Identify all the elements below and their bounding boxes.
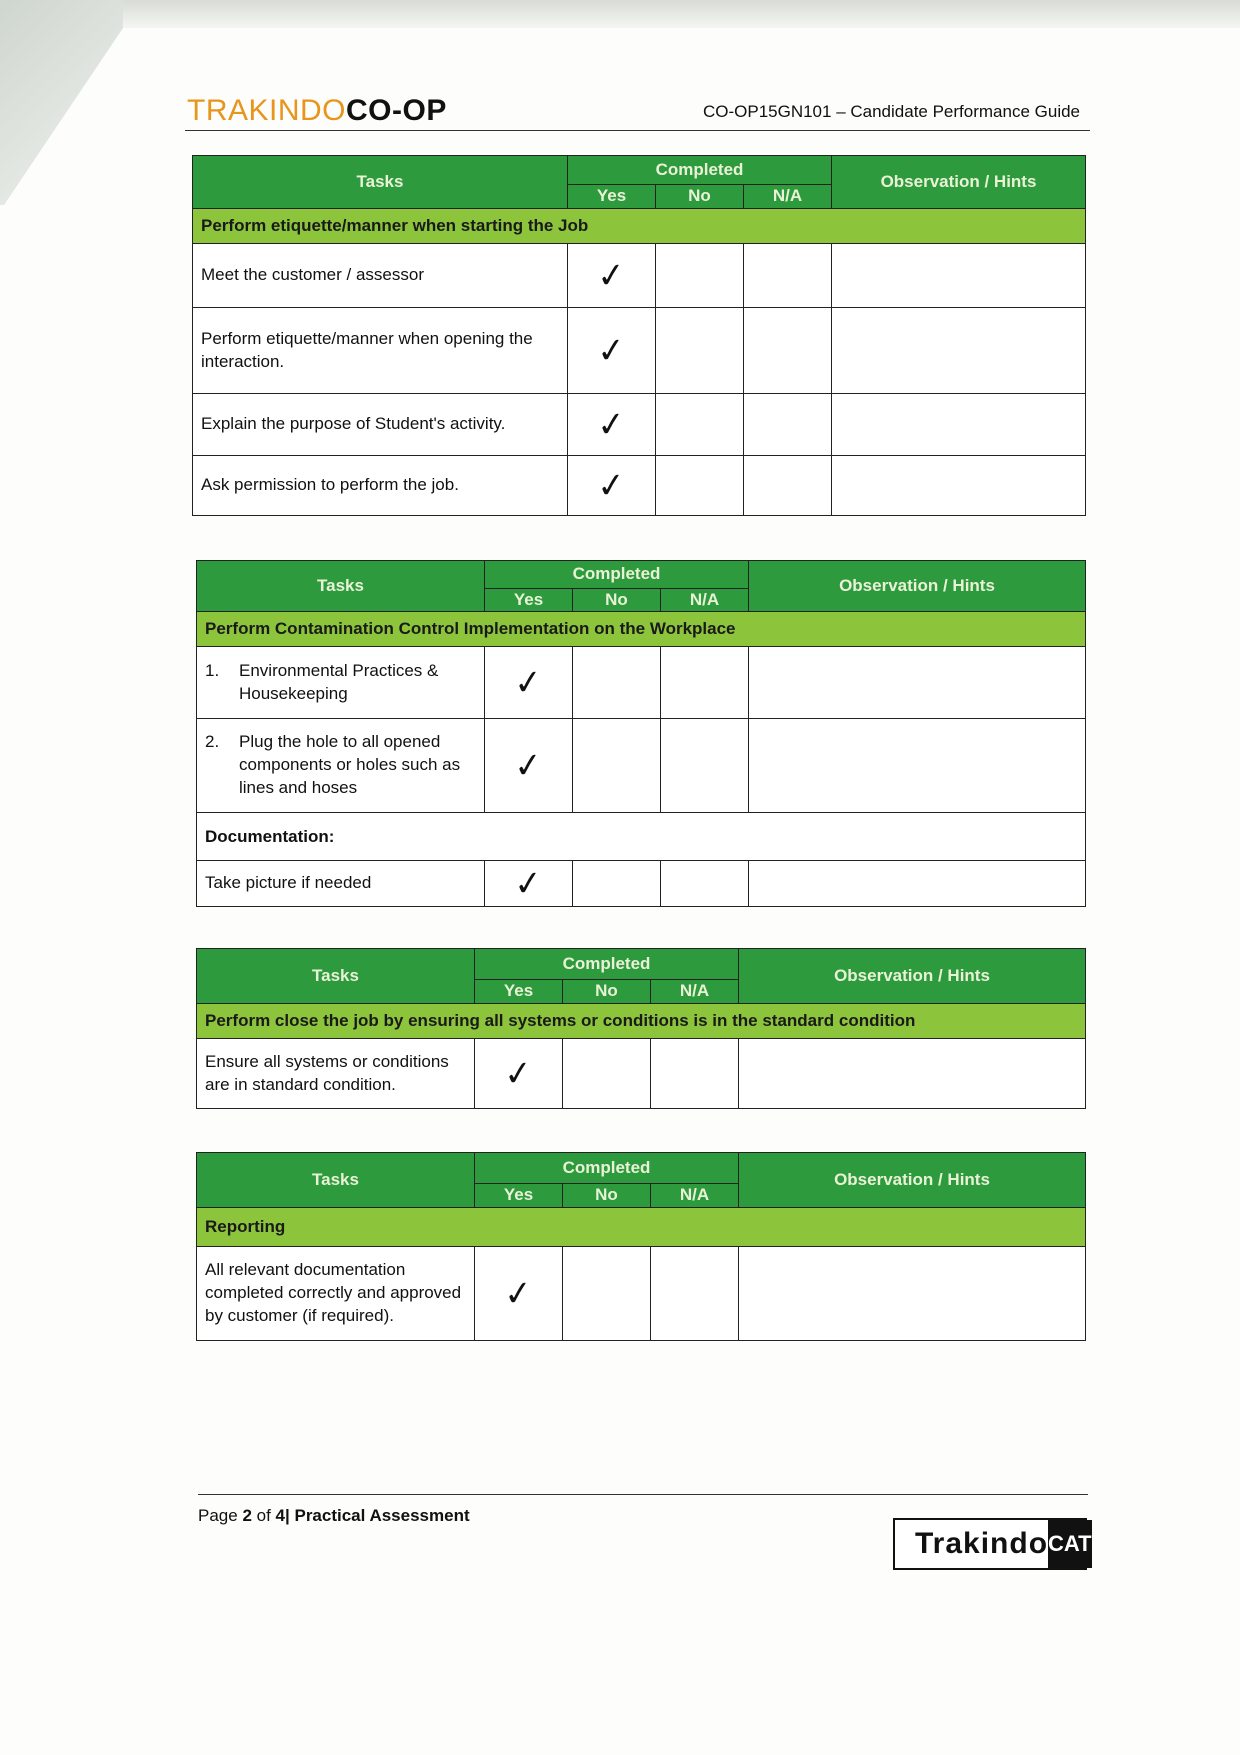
- observation-field[interactable]: [832, 244, 1086, 308]
- completed-header: Completed: [475, 949, 739, 980]
- no-header: No: [563, 1183, 651, 1207]
- no-checkbox[interactable]: [656, 394, 744, 456]
- na-header: N/A: [744, 184, 832, 208]
- check-mark-icon: ✓: [595, 254, 628, 297]
- task-text: Ask permission to perform the job.: [193, 456, 568, 516]
- assessment-table-close-job: [196, 948, 1086, 1109]
- logo-brand-text: TRAKINDO: [187, 94, 347, 127]
- check-mark-icon: ✓: [512, 744, 545, 787]
- no-checkbox[interactable]: [563, 1247, 651, 1341]
- check-mark-icon: ✓: [595, 329, 628, 372]
- check-mark-icon: ✓: [502, 1272, 535, 1315]
- page-footer-label: [198, 1506, 470, 1526]
- table-row: [193, 244, 1086, 308]
- no-checkbox[interactable]: [573, 861, 661, 907]
- observation-field[interactable]: [749, 647, 1086, 719]
- yes-checkbox[interactable]: [485, 861, 573, 907]
- observation-field[interactable]: [749, 719, 1086, 813]
- check-mark-icon: ✓: [512, 661, 545, 704]
- yes-checkbox[interactable]: [485, 719, 573, 813]
- documentation-subsection-label: Documentation:: [197, 813, 1086, 861]
- no-header: No: [573, 588, 661, 611]
- task-text: [197, 647, 485, 719]
- page-prefix: Page: [198, 1506, 243, 1525]
- yes-checkbox[interactable]: [568, 244, 656, 308]
- footer-divider: [198, 1494, 1088, 1495]
- cat-badge-icon: CAT: [1048, 1520, 1092, 1568]
- observation-header: Observation / Hints: [749, 561, 1086, 612]
- no-header: No: [656, 184, 744, 208]
- folded-page-corner: [0, 0, 130, 210]
- table-row: [197, 861, 1086, 907]
- page-current: 2: [242, 1506, 252, 1525]
- completed-header: Completed: [568, 156, 832, 185]
- na-header: N/A: [651, 1183, 739, 1207]
- table-row: [193, 308, 1086, 394]
- observation-field[interactable]: [832, 308, 1086, 394]
- na-checkbox[interactable]: [661, 861, 749, 907]
- assessment-table-reporting: [196, 1152, 1086, 1341]
- assessment-table-etiquette: [192, 155, 1086, 516]
- scan-background-edge: [123, 0, 1240, 28]
- yes-checkbox[interactable]: [475, 1247, 563, 1341]
- task-text: All relevant documentation completed correctly and approved by customer (if required).: [197, 1247, 475, 1341]
- page-of: of: [251, 1506, 276, 1525]
- yes-checkbox[interactable]: [485, 647, 573, 719]
- task-text: Take picture if needed: [197, 861, 485, 907]
- na-checkbox[interactable]: [744, 308, 832, 394]
- yes-checkbox[interactable]: [475, 1039, 563, 1109]
- check-mark-icon: ✓: [502, 1052, 535, 1095]
- observation-field[interactable]: [832, 456, 1086, 516]
- table-row: [193, 456, 1086, 516]
- yes-checkbox[interactable]: [568, 308, 656, 394]
- item-number: 2.: [205, 732, 220, 752]
- section-title: Perform etiquette/manner when starting the Job: [193, 209, 1086, 244]
- document-code-title: CO-OP15GN101 – Candidate Performance Guide: [702, 102, 1080, 121]
- na-header: N/A: [651, 979, 739, 1003]
- task-text: Perform etiquette/manner when opening the interaction.: [193, 308, 568, 394]
- completed-header: Completed: [475, 1153, 739, 1184]
- trakindo-wordmark: Trakindo: [915, 1527, 1049, 1560]
- tasks-header: Tasks: [197, 1153, 475, 1208]
- no-checkbox[interactable]: [573, 719, 661, 813]
- observation-header: Observation / Hints: [739, 1153, 1086, 1208]
- table-row: [197, 719, 1086, 813]
- na-checkbox[interactable]: [661, 647, 749, 719]
- no-header: No: [563, 979, 651, 1003]
- task-text: [197, 719, 485, 813]
- na-checkbox[interactable]: [661, 719, 749, 813]
- observation-field[interactable]: [832, 394, 1086, 456]
- table-row: [197, 1247, 1086, 1341]
- table-row: [197, 1039, 1086, 1109]
- no-checkbox[interactable]: [573, 647, 661, 719]
- tasks-header: Tasks: [193, 156, 568, 209]
- yes-checkbox[interactable]: [568, 456, 656, 516]
- completed-header: Completed: [485, 561, 749, 589]
- na-checkbox[interactable]: [744, 456, 832, 516]
- yes-checkbox[interactable]: [568, 394, 656, 456]
- no-checkbox[interactable]: [656, 244, 744, 308]
- trakindo-coop-logo: [187, 94, 447, 128]
- na-checkbox[interactable]: [651, 1039, 739, 1109]
- na-checkbox[interactable]: [744, 244, 832, 308]
- page-total: 4: [275, 1506, 285, 1525]
- task-text: Ensure all systems or conditions are in standard condition.: [197, 1039, 475, 1109]
- tasks-header: Tasks: [197, 949, 475, 1004]
- item-number: 1.: [205, 660, 220, 680]
- observation-field[interactable]: [739, 1247, 1086, 1341]
- na-checkbox[interactable]: [744, 394, 832, 456]
- page-header: [185, 92, 1090, 131]
- yes-header: Yes: [568, 184, 656, 208]
- no-checkbox[interactable]: [656, 308, 744, 394]
- check-mark-icon: ✓: [512, 862, 545, 905]
- yes-header: Yes: [485, 588, 573, 611]
- task-text: Meet the customer / assessor: [193, 244, 568, 308]
- yes-header: Yes: [475, 1183, 563, 1207]
- item-text: Plug the hole to all opened components or holes such as lines and hoses: [239, 732, 461, 797]
- tasks-header: Tasks: [197, 561, 485, 612]
- observation-field[interactable]: [739, 1039, 1086, 1109]
- na-header: N/A: [661, 588, 749, 611]
- na-checkbox[interactable]: [651, 1247, 739, 1341]
- logo-sub-text: CO-OP: [346, 94, 447, 127]
- yes-header: Yes: [475, 979, 563, 1003]
- table-row: [193, 394, 1086, 456]
- no-checkbox[interactable]: [563, 1039, 651, 1109]
- observation-field[interactable]: [749, 861, 1086, 907]
- task-text: Explain the purpose of Student's activity.: [193, 394, 568, 456]
- section-title: Perform Contamination Control Implementation on the Workplace: [197, 612, 1086, 647]
- table-row: [197, 647, 1086, 719]
- section-title: Reporting: [197, 1208, 1086, 1247]
- footer-section-label: | Practical Assessment: [285, 1506, 470, 1525]
- no-checkbox[interactable]: [656, 456, 744, 516]
- check-mark-icon: ✓: [595, 403, 628, 446]
- observation-header: Observation / Hints: [832, 156, 1086, 209]
- observation-header: Observation / Hints: [739, 949, 1086, 1004]
- assessment-table-contamination-control: [196, 560, 1086, 907]
- check-mark-icon: ✓: [595, 464, 628, 507]
- item-text: Environmental Practices & Housekeeping: [239, 660, 439, 703]
- section-title: Perform close the job by ensuring all systems or conditions is in the standard condition: [197, 1004, 1086, 1039]
- trakindo-cat-logo: [893, 1518, 1092, 1570]
